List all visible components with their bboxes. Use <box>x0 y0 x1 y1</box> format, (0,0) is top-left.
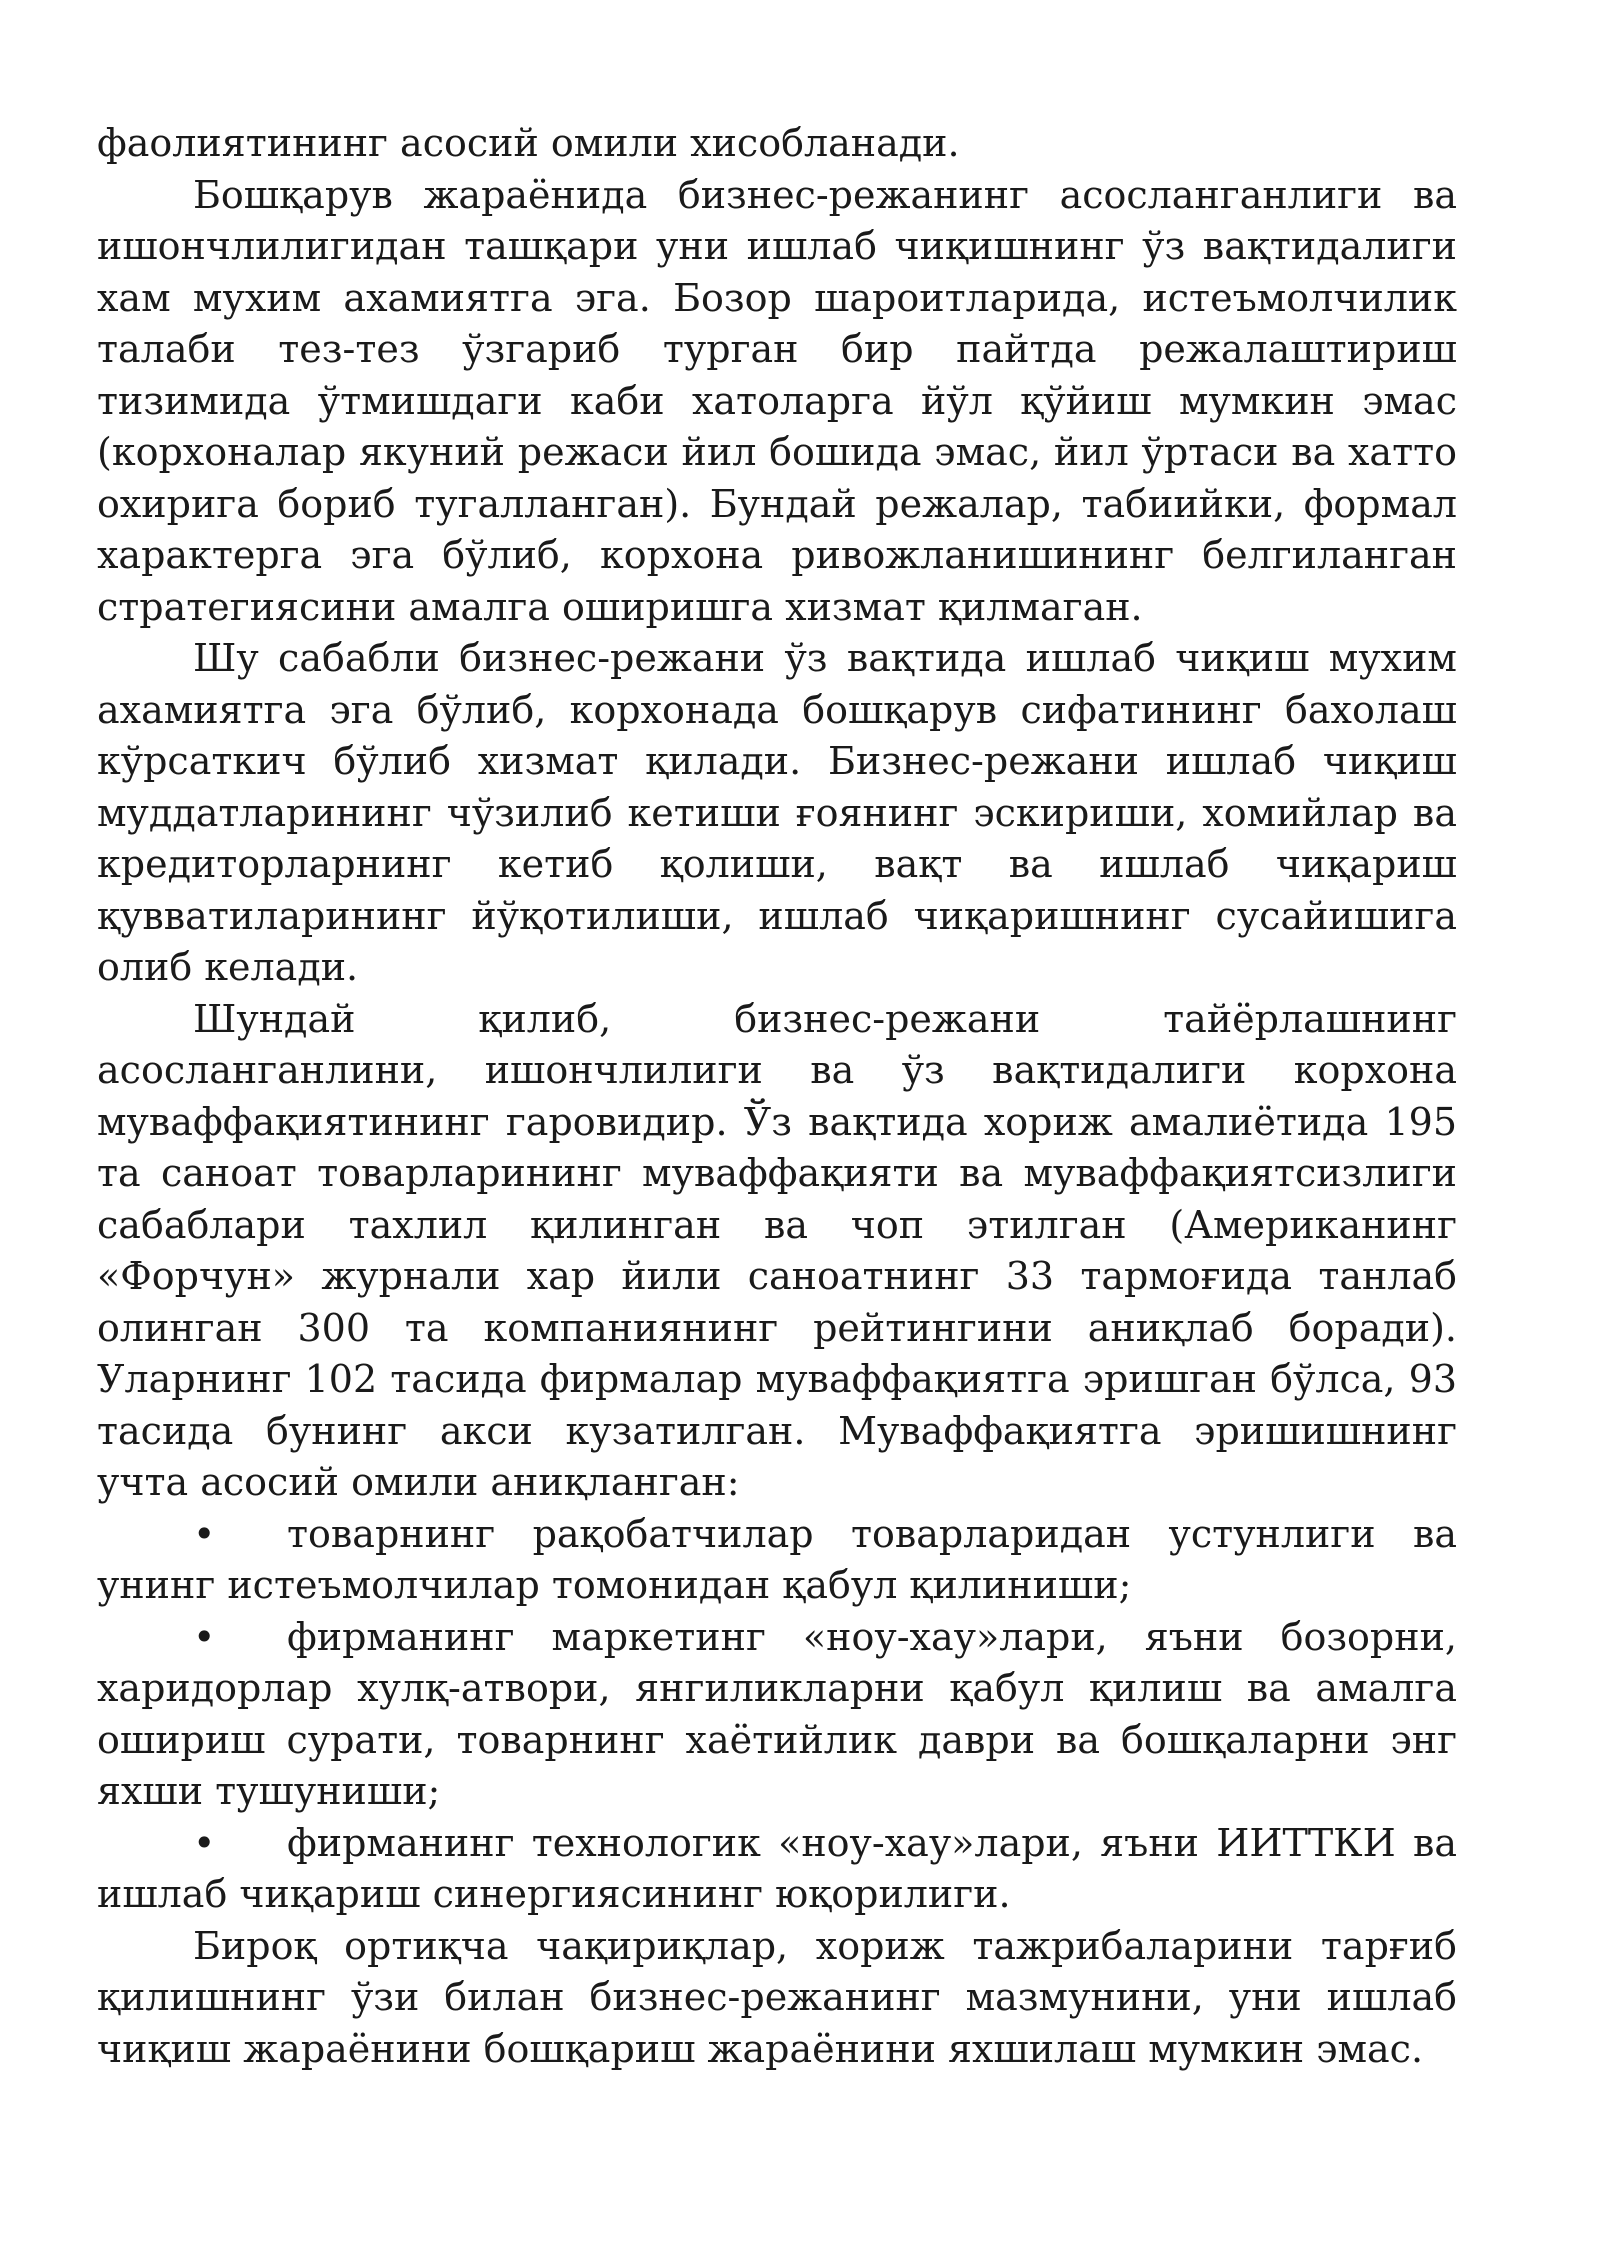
paragraph-timely-development: Шу сабабли бизнес-режани ўз вақтида ишлаб чиқиш мухим ахамиятга эга бўлиб, корхонада бошқарув сифатининг бахолаш кўрсаткич бўлиб хизмат қилади. Бизнес-режани ишлаб чиқиш муддатларининг чўзилиб кетиши ғоянинг эскириши, хомийлар ва кредиторларнинг кетиб қолиши, вақт ва ишлаб чиқариш қувватиларининг йўқотилиши, ишлаб чиқаришнинг сусайишига олиб келади. <box>97 636 1457 989</box>
bullet-mark: • <box>193 1614 216 1659</box>
bullet-text: фирманинг маркетинг «ноу-хау»лари, яъни бозорни, харидорлар хулқ-атвори, янгиликларни қабул қилиш ва амалга ошириш сурати, товарнинг хаётийлик даври ва бошқаларни энг яхши тушуниши; <box>97 1614 1457 1813</box>
bullet-item <box>97 1509 1457 1612</box>
bullet-mark: • <box>193 1820 216 1865</box>
bullet-mark: • <box>193 1511 216 1556</box>
paragraph-continuation: фаолиятининг асосий омили хисобланади. <box>97 121 960 165</box>
bullet-text: фирманинг технологик «ноу-хау»лари, яъни ИИТТКИ ва ишлаб чиқариш синергиясининг юқорилиги. <box>97 1820 1457 1916</box>
document-page <box>97 118 1457 2075</box>
paragraph-conclusion: Бироқ ортиқча чақириқлар, хориж тажрибаларини тарғиб қилишнинг ўзи билан бизнес-режанинг мазмунини, уни ишлаб чиқиш жараёнини бошқариш жараёнини яхшилаш мумкин эмас. <box>97 1923 1457 2071</box>
paragraph-success-factors: Шундай қилиб, бизнес-режани тайёрлашнинг асосланганлини, ишончлилиги ва ўз вақтидалиги корхона муваффақиятининг гаровидир. Ўз вақтида хориж амалиётида 195 та саноат товарларининг муваффақияти ва муваффақиятсизлиги сабаблари тахлил қилинган ва чоп этилган (Американинг «Форчун» журнали хар йили саноатнинг 33 тармоғида танлаб олинган 300 та компаниянинг рейтингини аниқлаб боради). Уларнинг 102 тасида фирмалар муваффақиятга эришган бўлса, 93 тасида бунинг акси кузатилган. Муваффақиятга эришишнинг учта асосий омили аниқланган: <box>97 996 1457 1504</box>
bullet-text: товарнинг рақобатчилар товарларидан устунлиги ва унинг истеъмолчилар томонидан қабул қилиниши; <box>97 1511 1457 1607</box>
bullet-item <box>97 1818 1457 1921</box>
paragraph-planning-timeliness: Бошқарув жараёнида бизнес-режанинг асосланганлиги ва ишончлилигидан ташқари уни ишлаб чиқишнинг ўз вақтидалиги хам мухим ахамиятга эга. Бозор шароитларида, истеъмолчилик талаби тез-тез ўзгариб турган бир пайтда режалаштириш тизимида ўтмишдаги каби хатоларга йўл қўйиш мумкин эмас (корхоналар якуний режаси йил бошида эмас, йил ўртаси ва хатто охирига бориб тугалланган). Бундай режалар, табиийки, формал характерга эга бўлиб, корхона ривожланишининг белгиланган стратегиясини амалга оширишга хизмат қилмаган. <box>97 172 1457 629</box>
bullet-item <box>97 1612 1457 1818</box>
